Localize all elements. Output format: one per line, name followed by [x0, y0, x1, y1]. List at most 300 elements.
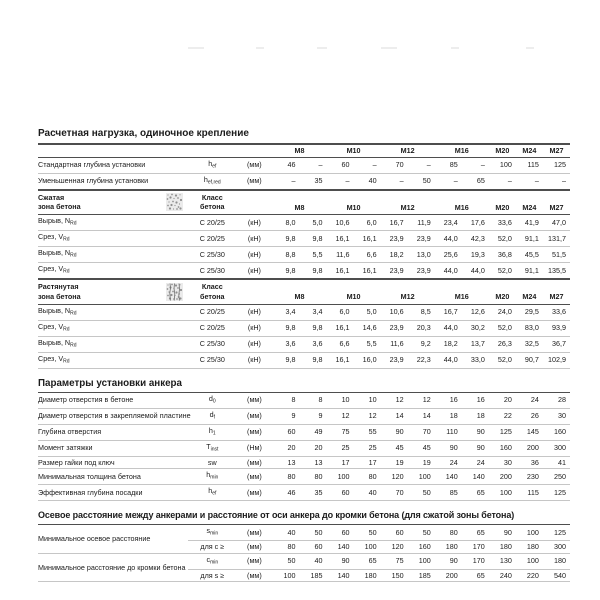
- size-header-M20: M20: [489, 144, 516, 157]
- value-cell: 45,5: [516, 247, 543, 263]
- size-header-M27: M27: [543, 144, 570, 157]
- row-label: Минимальное осевое расстояние: [38, 525, 188, 554]
- value-cell: 35: [299, 173, 326, 190]
- value-cell: 36,7: [543, 336, 570, 352]
- row-label: Глубина отверстия: [38, 424, 188, 440]
- size-header-M20: M20: [489, 190, 516, 215]
- size-header-M12: M12: [381, 279, 435, 304]
- value-cell: 180: [354, 569, 381, 582]
- value-cell: 65: [354, 553, 381, 569]
- value-cell: –: [272, 173, 299, 190]
- value-cell: 5,0: [354, 304, 381, 320]
- value-cell: 16,1: [354, 263, 381, 280]
- value-cell: 120: [381, 469, 408, 485]
- scan-artifact-dash: [451, 47, 459, 49]
- value-cell: 185: [299, 569, 326, 582]
- unit-cell: (кН): [236, 231, 272, 247]
- value-cell: 32,5: [516, 336, 543, 352]
- unit-cell: (кН): [236, 336, 272, 352]
- value-cell: 70: [408, 424, 435, 440]
- concrete-class-cell: C 20/25: [188, 231, 236, 247]
- value-cell: 130: [489, 553, 516, 569]
- unit-cell: (кН): [236, 247, 272, 263]
- value-cell: 80: [435, 525, 462, 541]
- value-cell: 3,6: [272, 336, 299, 352]
- table-row: [38, 424, 570, 440]
- value-cell: 26,3: [489, 336, 516, 352]
- size-header-M20: M20: [489, 279, 516, 304]
- value-cell: 5,0: [299, 215, 326, 231]
- value-cell: 90: [462, 440, 489, 456]
- value-cell: 60: [327, 485, 354, 501]
- value-cell: 125: [543, 157, 570, 173]
- unit-cell: (кН): [236, 320, 272, 336]
- value-cell: 11,6: [381, 336, 408, 352]
- value-cell: 16: [435, 392, 462, 408]
- value-cell: 13: [272, 456, 299, 469]
- value-cell: 100: [489, 157, 516, 173]
- value-cell: 250: [543, 469, 570, 485]
- value-cell: –: [408, 157, 435, 173]
- value-cell: 200: [516, 440, 543, 456]
- value-cell: 13,0: [408, 247, 435, 263]
- table-row: [38, 215, 570, 231]
- unit-cell: (мм): [236, 157, 272, 173]
- row-label: Вырыв, $N_{Rd}$: [38, 215, 188, 231]
- value-cell: 240: [489, 569, 516, 582]
- value-cell: 180: [516, 541, 543, 554]
- value-cell: 200: [435, 569, 462, 582]
- zone-header: [38, 279, 188, 304]
- value-cell: 75: [327, 424, 354, 440]
- value-cell: 10,6: [327, 215, 354, 231]
- value-cell: 10: [327, 392, 354, 408]
- row-label: Эффективная глубина посадки: [38, 485, 188, 501]
- value-cell: 9,8: [272, 352, 299, 368]
- value-cell: 17: [354, 456, 381, 469]
- symbol-cell: $h_1$: [188, 424, 236, 440]
- value-cell: 150: [381, 569, 408, 582]
- value-cell: 110: [435, 424, 462, 440]
- value-cell: –: [516, 173, 543, 190]
- table-row: [38, 304, 570, 320]
- symbol-cell: $T_{inst}$: [188, 440, 236, 456]
- value-cell: 44,0: [462, 263, 489, 280]
- value-cell: 60: [299, 541, 326, 554]
- value-cell: 24,0: [489, 304, 516, 320]
- value-cell: 17,6: [462, 215, 489, 231]
- value-cell: 9,8: [272, 320, 299, 336]
- value-cell: 23,9: [408, 231, 435, 247]
- table-row: [38, 173, 570, 190]
- unit-cell: (мм): [236, 469, 272, 485]
- value-cell: 16,1: [354, 231, 381, 247]
- symbol-cell: sw: [188, 456, 236, 469]
- unit-cell: (кН): [236, 304, 272, 320]
- zone-header-row: [38, 279, 570, 304]
- value-cell: 11,9: [408, 215, 435, 231]
- value-cell: 9,8: [272, 263, 299, 280]
- table-row: [38, 525, 570, 541]
- size-header-M16: M16: [435, 279, 489, 304]
- value-cell: 540: [543, 569, 570, 582]
- value-cell: 30: [543, 408, 570, 424]
- value-cell: 49: [299, 424, 326, 440]
- scan-artifact-dash: [381, 47, 397, 49]
- value-cell: 300: [543, 440, 570, 456]
- row-label: Срез, $V_{Rd}$: [38, 263, 188, 280]
- value-cell: 115: [516, 157, 543, 173]
- table-row: [38, 157, 570, 173]
- row-label: Минимальное расстояние до кромки бетона: [38, 553, 188, 582]
- size-header-M12: M12: [381, 144, 435, 157]
- table-row: [38, 456, 570, 469]
- scan-artifact-dash: [526, 47, 534, 49]
- value-cell: 45: [381, 440, 408, 456]
- value-cell: 3,6: [299, 336, 326, 352]
- concrete-class-cell: C 20/25: [188, 304, 236, 320]
- value-cell: 125: [489, 424, 516, 440]
- value-cell: 180: [489, 541, 516, 554]
- value-cell: 70: [381, 485, 408, 501]
- concrete-class-header: Класс бетона: [188, 279, 236, 304]
- table-row: [38, 440, 570, 456]
- value-cell: 24: [435, 456, 462, 469]
- value-cell: 25,6: [435, 247, 462, 263]
- value-cell: 93,9: [543, 320, 570, 336]
- value-cell: 14: [381, 408, 408, 424]
- value-cell: –: [435, 173, 462, 190]
- concrete-class-cell: C 20/25: [188, 320, 236, 336]
- value-cell: 50: [272, 553, 299, 569]
- value-cell: 41,9: [516, 215, 543, 231]
- concrete-class-header: Класс бетона: [188, 190, 236, 215]
- zone-header-row: [38, 190, 570, 215]
- zone-title: Сжатая зона бетона: [38, 192, 81, 212]
- value-cell: 22: [489, 408, 516, 424]
- value-cell: 24: [516, 392, 543, 408]
- value-cell: 41: [543, 456, 570, 469]
- symbol-cell: $h_{min}$: [188, 469, 236, 485]
- value-cell: 230: [516, 469, 543, 485]
- size-header-M27: M27: [543, 190, 570, 215]
- value-cell: 52,0: [489, 352, 516, 368]
- value-cell: 23,4: [435, 215, 462, 231]
- value-cell: 52,0: [489, 320, 516, 336]
- table-row: [38, 469, 570, 485]
- value-cell: –: [327, 173, 354, 190]
- table-row: [38, 392, 570, 408]
- size-header-M24: M24: [516, 190, 543, 215]
- symbol-cell: $s_{min}$: [188, 525, 236, 541]
- value-cell: 90: [435, 553, 462, 569]
- scan-artifact-dash: [256, 47, 264, 49]
- value-cell: 65: [462, 173, 489, 190]
- value-cell: 14: [408, 408, 435, 424]
- value-cell: 29,5: [516, 304, 543, 320]
- table-row: [38, 352, 570, 368]
- value-cell: 125: [543, 485, 570, 501]
- value-cell: 80: [272, 541, 299, 554]
- value-cell: 135,5: [543, 263, 570, 280]
- unit-cell: (кН): [236, 352, 272, 368]
- row-label: Уменьшенная глубина установки: [38, 173, 188, 190]
- value-cell: 60: [327, 157, 354, 173]
- value-cell: 46: [272, 157, 299, 173]
- value-cell: 18: [462, 408, 489, 424]
- value-cell: 85: [435, 157, 462, 173]
- value-cell: 19: [381, 456, 408, 469]
- table-row: [38, 408, 570, 424]
- unit-cell: (мм): [236, 173, 272, 190]
- size-header-M10: M10: [327, 279, 381, 304]
- unit-cell: (мм): [236, 485, 272, 501]
- value-cell: 12: [327, 408, 354, 424]
- value-cell: 14,6: [354, 320, 381, 336]
- concrete-class-cell: C 25/30: [188, 247, 236, 263]
- value-cell: 44,0: [435, 231, 462, 247]
- value-cell: 6,0: [354, 215, 381, 231]
- value-cell: 23,9: [381, 352, 408, 368]
- value-cell: 20: [272, 440, 299, 456]
- value-cell: 220: [516, 569, 543, 582]
- value-cell: 90: [489, 525, 516, 541]
- value-cell: 10: [354, 392, 381, 408]
- value-cell: 90: [435, 440, 462, 456]
- spacer-cell: [236, 144, 272, 157]
- table-row: [38, 247, 570, 263]
- size-header-M8: M8: [272, 190, 326, 215]
- value-cell: 51,5: [543, 247, 570, 263]
- value-cell: 70: [381, 157, 408, 173]
- value-cell: 13: [299, 456, 326, 469]
- value-cell: 80: [272, 469, 299, 485]
- value-cell: 44,0: [435, 320, 462, 336]
- row-label: Минимальная толщина бетона: [38, 469, 188, 485]
- value-cell: 9,8: [299, 320, 326, 336]
- value-cell: 20: [299, 440, 326, 456]
- value-cell: 23,9: [381, 263, 408, 280]
- value-cell: 20: [489, 392, 516, 408]
- value-cell: 16,0: [354, 352, 381, 368]
- value-cell: 18,2: [435, 336, 462, 352]
- value-cell: 36: [516, 456, 543, 469]
- value-cell: 100: [408, 469, 435, 485]
- value-cell: 16,1: [327, 263, 354, 280]
- row-label: Вырыв, $N_{Rd}$: [38, 336, 188, 352]
- row-label: Диаметр отверстия в бетоне: [38, 392, 188, 408]
- value-cell: 22,3: [408, 352, 435, 368]
- value-cell: 60: [327, 525, 354, 541]
- scan-artifact-dash: [188, 47, 204, 49]
- value-cell: 46: [272, 485, 299, 501]
- value-cell: 100: [516, 553, 543, 569]
- install-section-title: Параметры установки анкера: [38, 377, 182, 389]
- value-cell: 16: [462, 392, 489, 408]
- value-cell: 12: [381, 392, 408, 408]
- size-header-M8: M8: [272, 279, 326, 304]
- unit-cell: (мм): [236, 541, 272, 554]
- value-cell: 5,5: [299, 247, 326, 263]
- value-cell: 19,3: [462, 247, 489, 263]
- design-load-table: [38, 143, 570, 369]
- value-cell: 100: [516, 525, 543, 541]
- value-cell: 6,6: [327, 336, 354, 352]
- symbol-cell: $h_{ef}$: [188, 157, 236, 173]
- spacer-cell: [38, 144, 188, 157]
- value-cell: 100: [354, 541, 381, 554]
- size-header-M12: M12: [381, 190, 435, 215]
- value-cell: 18,2: [381, 247, 408, 263]
- value-cell: –: [462, 157, 489, 173]
- size-header-row: [38, 144, 570, 157]
- value-cell: 140: [462, 469, 489, 485]
- value-cell: 16,7: [435, 304, 462, 320]
- value-cell: 23,9: [381, 231, 408, 247]
- row-label: Момент затяжки: [38, 440, 188, 456]
- datasheet-content: [38, 128, 572, 582]
- value-cell: 5,5: [354, 336, 381, 352]
- row-label: Размер гайки под ключ: [38, 456, 188, 469]
- table-row: [38, 231, 570, 247]
- value-cell: 140: [327, 541, 354, 554]
- value-cell: 12: [354, 408, 381, 424]
- row-label: Вырыв, $N_{Rd}$: [38, 304, 188, 320]
- row-label: Срез, $V_{Rd}$: [38, 320, 188, 336]
- value-cell: 9,2: [408, 336, 435, 352]
- value-cell: 115: [516, 485, 543, 501]
- symbol-cell: $h_{ef}$: [188, 485, 236, 501]
- value-cell: 28: [543, 392, 570, 408]
- value-cell: 40: [272, 525, 299, 541]
- table-row: [38, 485, 570, 501]
- size-header-M10: M10: [327, 144, 381, 157]
- value-cell: 131,7: [543, 231, 570, 247]
- value-cell: 9,8: [299, 352, 326, 368]
- size-header-M27: M27: [543, 279, 570, 304]
- value-cell: 40: [299, 553, 326, 569]
- value-cell: 11,6: [327, 247, 354, 263]
- value-cell: 8,5: [408, 304, 435, 320]
- unit-cell: (кН): [236, 215, 272, 231]
- concrete-class-cell: C 25/30: [188, 336, 236, 352]
- value-cell: 36,8: [489, 247, 516, 263]
- value-cell: 83,0: [516, 320, 543, 336]
- size-header-M10: M10: [327, 190, 381, 215]
- value-cell: –: [381, 173, 408, 190]
- symbol-cell: $d_f$: [188, 408, 236, 424]
- value-cell: 60: [272, 424, 299, 440]
- value-cell: 80: [299, 469, 326, 485]
- value-cell: 60: [381, 525, 408, 541]
- value-cell: 120: [381, 541, 408, 554]
- value-cell: 19: [408, 456, 435, 469]
- value-cell: 30: [489, 456, 516, 469]
- value-cell: 52,0: [489, 231, 516, 247]
- value-cell: 160: [543, 424, 570, 440]
- value-cell: 6,6: [354, 247, 381, 263]
- value-cell: 170: [462, 553, 489, 569]
- value-cell: 33,0: [462, 352, 489, 368]
- spacer-cell: [236, 279, 272, 304]
- value-cell: 9: [272, 408, 299, 424]
- value-cell: 8,0: [272, 215, 299, 231]
- value-cell: 12,6: [462, 304, 489, 320]
- value-cell: 160: [408, 541, 435, 554]
- value-cell: 16,1: [327, 320, 354, 336]
- value-cell: 52,0: [489, 263, 516, 280]
- symbol-cell: $c_{min}$: [188, 553, 236, 569]
- table-row: [38, 320, 570, 336]
- value-cell: 90: [327, 553, 354, 569]
- value-cell: 9,8: [299, 231, 326, 247]
- size-header-M24: M24: [516, 144, 543, 157]
- value-cell: 185: [408, 569, 435, 582]
- row-label: Диаметр отверстия в закрепляемой пластине: [38, 408, 188, 424]
- value-cell: 40: [354, 173, 381, 190]
- value-cell: 65: [462, 525, 489, 541]
- value-cell: 20,3: [408, 320, 435, 336]
- value-cell: 100: [327, 469, 354, 485]
- value-cell: 91,1: [516, 231, 543, 247]
- value-cell: 16,7: [381, 215, 408, 231]
- value-cell: 80: [354, 469, 381, 485]
- value-cell: 100: [272, 569, 299, 582]
- value-cell: 10,6: [381, 304, 408, 320]
- symbol-cell: $h_{ef,red}$: [188, 173, 236, 190]
- row-label: Срез, $V_{Rd}$: [38, 231, 188, 247]
- value-cell: 160: [489, 440, 516, 456]
- value-cell: 18: [435, 408, 462, 424]
- unit-cell: (мм): [236, 525, 272, 541]
- install-parameters-table: [38, 392, 570, 502]
- spacer-cell: [236, 190, 272, 215]
- value-cell: 125: [543, 525, 570, 541]
- value-cell: 33,6: [543, 304, 570, 320]
- value-cell: 12: [408, 392, 435, 408]
- value-cell: 23,9: [408, 263, 435, 280]
- value-cell: 8: [299, 392, 326, 408]
- value-cell: 50: [408, 173, 435, 190]
- value-cell: 25: [354, 440, 381, 456]
- zone-title: Растянутая зона бетона: [38, 282, 81, 301]
- value-cell: 16,1: [327, 231, 354, 247]
- symbol-cell: для s ≥: [188, 569, 236, 582]
- spacer-cell: [188, 144, 236, 157]
- value-cell: 42,3: [462, 231, 489, 247]
- value-cell: 9: [299, 408, 326, 424]
- row-label: Стандартная глубина установки: [38, 157, 188, 173]
- unit-cell: (Нм): [236, 440, 272, 456]
- value-cell: 25: [327, 440, 354, 456]
- unit-cell: (мм): [236, 392, 272, 408]
- value-cell: 9,8: [299, 263, 326, 280]
- value-cell: –: [489, 173, 516, 190]
- value-cell: 16,1: [327, 352, 354, 368]
- value-cell: 23,9: [381, 320, 408, 336]
- value-cell: 65: [462, 569, 489, 582]
- value-cell: 50: [354, 525, 381, 541]
- value-cell: 50: [299, 525, 326, 541]
- unit-cell: (кН): [236, 263, 272, 280]
- unit-cell: (мм): [236, 553, 272, 569]
- value-cell: 200: [489, 469, 516, 485]
- row-label: Вырыв, $N_{Rd}$: [38, 247, 188, 263]
- value-cell: 45: [408, 440, 435, 456]
- value-cell: 3,4: [299, 304, 326, 320]
- value-cell: –: [299, 157, 326, 173]
- value-cell: 145: [516, 424, 543, 440]
